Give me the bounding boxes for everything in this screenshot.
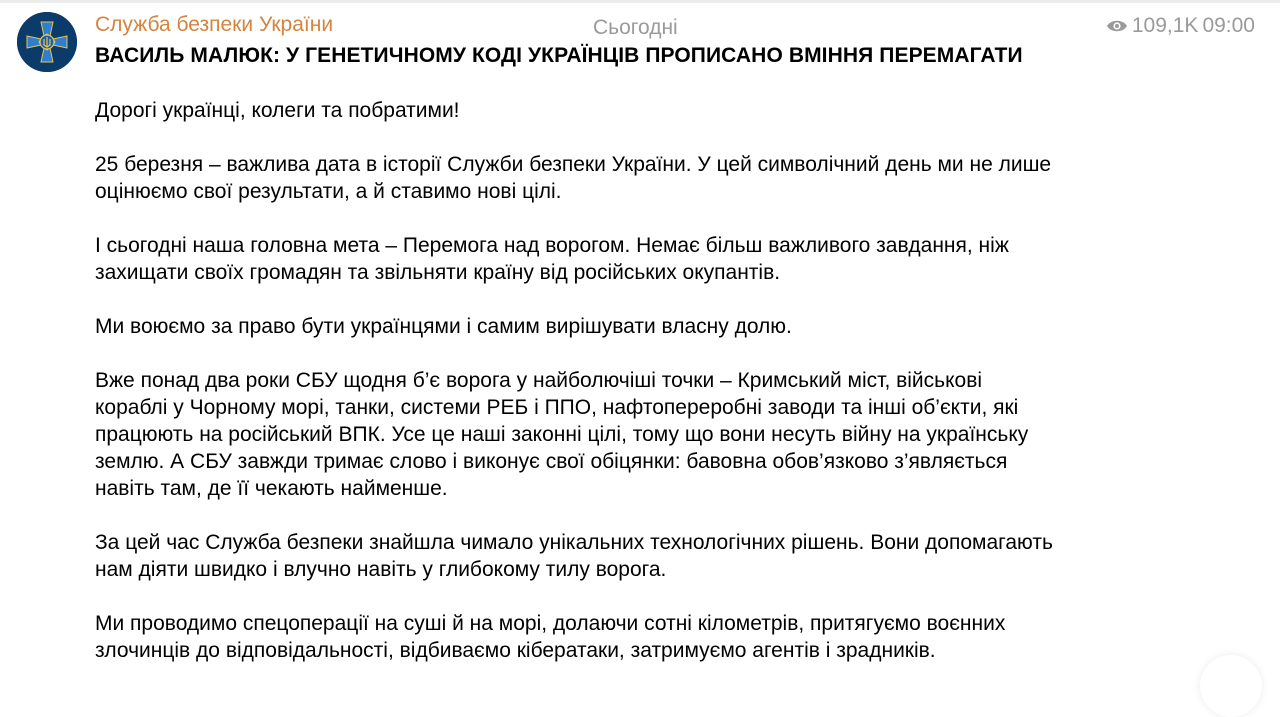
post-paragraph <box>95 610 1053 664</box>
paragraph-line: оцінюємо свої результати, а й ставимо нові цілі. <box>95 180 562 203</box>
post-paragraph <box>95 529 1053 583</box>
eye-icon <box>1106 18 1128 34</box>
paragraph-line: злочинців до відповідальності, відбиваємо кібератаки, затримуємо агентів і зрадників. <box>95 639 936 662</box>
paragraph-line: Ми воюємо за право бути українцями і самим вирішувати власну долю. <box>95 315 792 338</box>
post-time: 09:00 <box>1202 14 1255 37</box>
post-paragraph <box>95 151 1053 205</box>
paragraph-line: 25 березня – важлива дата в історії Служби безпеки України. У цей символічний день ми не лише <box>95 153 1052 176</box>
scroll-down-button[interactable] <box>1200 655 1262 717</box>
post-body <box>95 97 1053 691</box>
date-divider: Сьогодні <box>593 16 678 39</box>
post-paragraph <box>95 367 1053 502</box>
paragraph-line: За цей час Служба безпеки знайшла чимало унікальних технологічних рішень. Вони допомагають <box>95 531 1053 554</box>
channel-name[interactable]: Служба безпеки України <box>95 13 334 36</box>
paragraph-line: І сьогодні наша головна мета – Перемога над ворогом. Немає більш важливого завдання, ніж <box>95 234 1009 257</box>
paragraph-line: Вже понад два роки СБУ щодня б’є ворога у найболючіші точки – Кримський міст, військові <box>95 369 983 392</box>
paragraph-line: Ми проводимо спецоперації на суші й на морі, долаючи сотні кілометрів, притягуємо воєнних <box>95 612 1006 635</box>
sbu-emblem-icon <box>17 12 77 72</box>
channel-avatar[interactable] <box>17 12 77 72</box>
post-title: ВАСИЛЬ МАЛЮК: У ГЕНЕТИЧНОМУ КОДІ УКРАЇНЦІВ ПРОПИСАНО ВМІННЯ ПЕРЕМАГАТИ <box>95 44 1023 67</box>
paragraph-line: нам діяти швидко і влучно навіть у глибокому тилу ворога. <box>95 558 667 581</box>
paragraph-line: кораблі у Чорному морі, танки, системи РЕБ і ППО, нафтопереробні заводи та інші об’єкти, які <box>95 396 1019 419</box>
paragraph-line: навіть там, де її чекають найменше. <box>95 477 448 500</box>
view-count: 109,1K <box>1131 14 1199 37</box>
post-paragraph <box>95 97 1053 124</box>
paragraph-line: землю. А СБУ завжди тримає слово і виконує свої обіцянки: бавовна обов’язково з’являється <box>95 450 1008 473</box>
paragraph-line: Дорогі українці, колеги та побратими! <box>95 99 460 122</box>
post-paragraph <box>95 232 1053 286</box>
post-meta <box>1106 14 1255 38</box>
post-paragraph <box>95 313 1053 340</box>
paragraph-line: захищати своїх громадян та звільняти країну від російських окупантів. <box>95 261 781 284</box>
top-divider <box>0 0 1280 3</box>
paragraph-line: працюють на російський ВПК. Усе це наші законні цілі, тому що вони несуть війну на українську <box>95 423 1029 446</box>
